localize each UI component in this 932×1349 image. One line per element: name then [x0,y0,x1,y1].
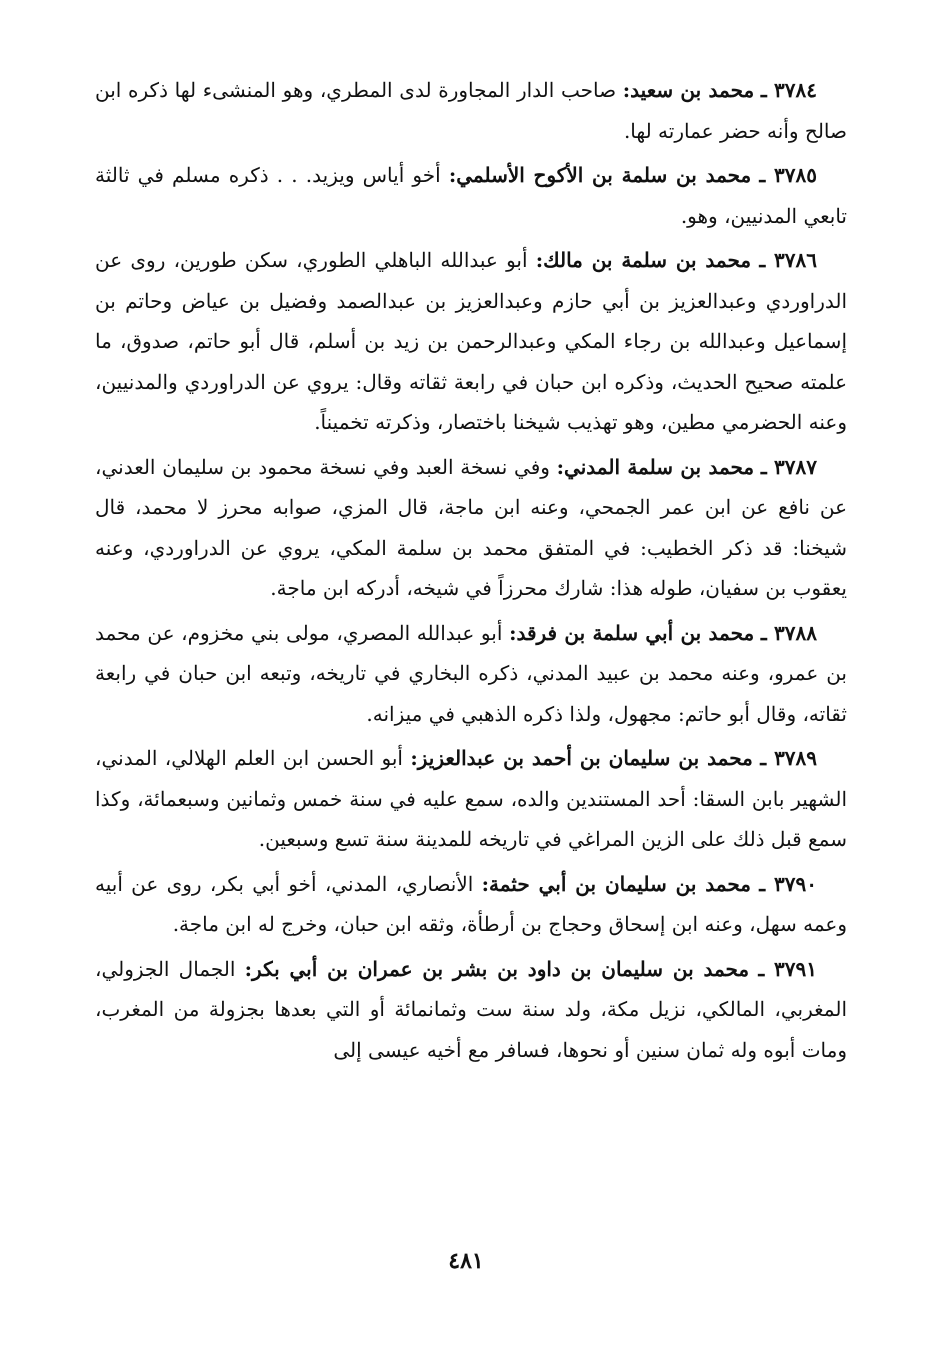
entry-3791 [95,949,847,1071]
entry-3789 [95,738,847,860]
entry-number: ٣٧٨٥ ـ [759,163,818,187]
entry-number: ٣٧٨٨ ـ [760,620,817,645]
entry-3784 [95,70,847,151]
entry-number: ٣٧٨٦ ـ [759,248,817,272]
entry-number: ٣٧٩١ ـ [758,956,818,981]
entry-3787 [95,447,847,609]
entry-number: ٣٧٨٤ ـ [760,78,818,102]
page-body [95,70,847,1074]
entry-3785 [95,155,847,236]
entry-heading: محمد بن سلمة بن مالك: [535,248,752,272]
entry-number: ٣٧٨٩ ـ [760,746,818,770]
entry-text: الأنصاري، المدني، أخو أبي بكر، روى عن أبيه وعمه سهل، وعنه ابن إسحاق وحجاج بن أرطأة، وثقه ابن حبان، وخرج له ابن ماجة. [95,871,847,936]
entry-text: أبو عبدالله المصري، مولى بني مخزوم، عن محمد بن عمرو، وعنه محمد بن عبيد المدني، ذكره البخاري في تاريخه، وتبعه ابن حبان في رابعة ثقاته، وقال أبو حاتم: مجهول، ولذا ذكره الذهبي في ميزانه. [95,620,847,726]
entry-heading: محمد بن أبي سلمة بن فرقد: [509,620,755,645]
entry-text: أبو عبدالله الباهلي الطوري، سكن طورين، روى عن الدراوردي وعبدالعزيز بن أبي حازم وعبدالعزيز بن عبدالصمد وفضيل بن عياض وحاتم بن إسماعيل وعبدالله بن رجاء المكي وعبدالرحمن بن زيد بن أسلم، قال أبو حاتم، صدوق، ما علمته صحيح الحديث، وذكره ابن حبان في رابعة ثقاته وقال: يروي عن الدراوردي والمدنيين، وعنه الحضرمي مطين، وهو تهذيب شيخنا باختصار، وذكرته تخميناً. [95,248,848,434]
entry-heading: محمد بن سليمان بن أبي حثمة: [481,871,751,896]
entry-heading: محمد بن سلمة بن الأكوح الأسلمي: [448,163,752,187]
entry-3788 [95,613,847,735]
entry-heading: محمد بن سعيد: [622,78,755,102]
entry-text: أبو الحسن ابن العلم الهلالي، المدني، الشهير بابن السقا: أحد المستندين والده، سمع عليه في سنة خمس وثمانين وسبعمائة، وكذا سمع قبل ذلك على الزين المراغي في تاريخه للمدينة سنة تسع وسبعين. [95,746,848,851]
entry-number: ٣٧٩٠ ـ [759,871,818,896]
page-number: ٤٨١ [448,1248,484,1274]
entry-text: الجمال الجزولي، المغربي، المالكي، نزيل مكة، ولد سنة ست وثمانمائة أو التي بعدها بجزولة من المغرب، ومات أبوه وله ثمان سنين أو نحوها، فسافر مع أخيه عيسى إلى [95,956,847,1062]
entry-3786 [95,240,847,443]
entry-text: وفي نسخة العبد وفي نسخة محمود بن سليمان العدني، عن نافع عن ابن عمر الجمحي، وعنه ابن ماجة، قال المزي، صوابه محرز لا محمد، قال شيخنا: قد ذكر الخطيب: في المتفق محمد بن سلمة المكي، يروي عن الدراوردي، وعنه يعقوب بن سفيان، طوله هذا: شارك محرزاً في شيخه، أدركه ابن ماجة. [95,454,847,600]
entry-text: صاحب الدار المجاورة لدى المطري، وهو المنشىء لها ذكره ابن صالح وأنه حضر عمارته لها. [95,78,847,143]
entry-heading: محمد بن سلمة المدني: [556,454,755,479]
entry-text: أخو أياس ويزيد. . . ذكره مسلم في ثالثة تابعي المدنيين، وهو. [95,163,847,228]
entry-heading: محمد بن سليمان بن داود بن بشر بن عمران بن أبي بكر: [244,956,750,981]
entry-3790 [95,864,847,945]
entry-number: ٣٧٨٧ ـ [760,454,818,479]
entry-heading: محمد بن سليمان بن أحمد بن عبدالعزيز: [410,746,753,770]
